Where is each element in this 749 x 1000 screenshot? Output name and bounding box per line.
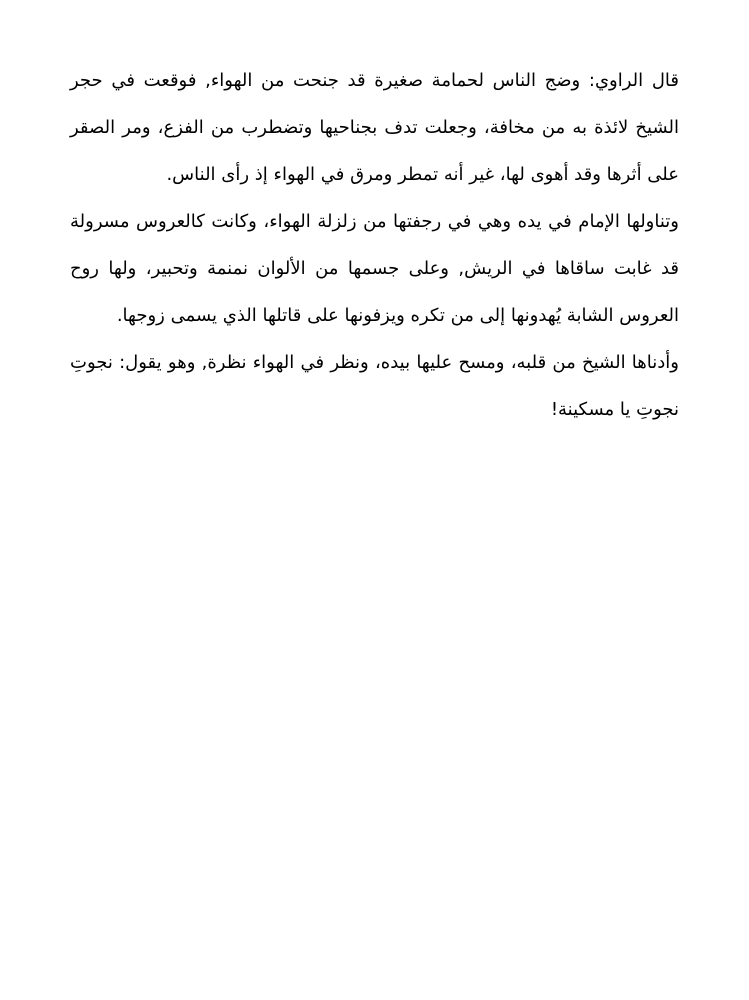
paragraph-2: وتناولها الإمام في يده وهي في رجفتها من زلزلة الهواء، وكانت كالعروس مسرولة قد غابت ساقاها في الريش, وعلى جسمها من الألوان نمنمة وتحبير، ولها روح العروس الشابة يُهدونها إلى من تكره ويزفونها على قاتلها الذي يسمى زوجها.	[70, 211, 679, 326]
paragraph-1: قال الراوي: وضج الناس لحمامة صغيرة قد جنحت من الهواء, فوقعت في حجر الشيخ لائذة به من مخافة، وجعلت تدف بجناحيها وتضطرب من الفزع، ومر الصقر على أثرها وقد أهوى لها، غير أنه تمطر ومرق في الهواء إذ رأى الناس.	[70, 70, 679, 185]
article-body	[70, 57, 679, 433]
paragraph-3: وأدناها الشيخ من قلبه، ومسح عليها بيده، ونظر في الهواء نظرة, وهو يقول: نجوتِ نجوتِ يا مسكينة!	[70, 352, 679, 420]
